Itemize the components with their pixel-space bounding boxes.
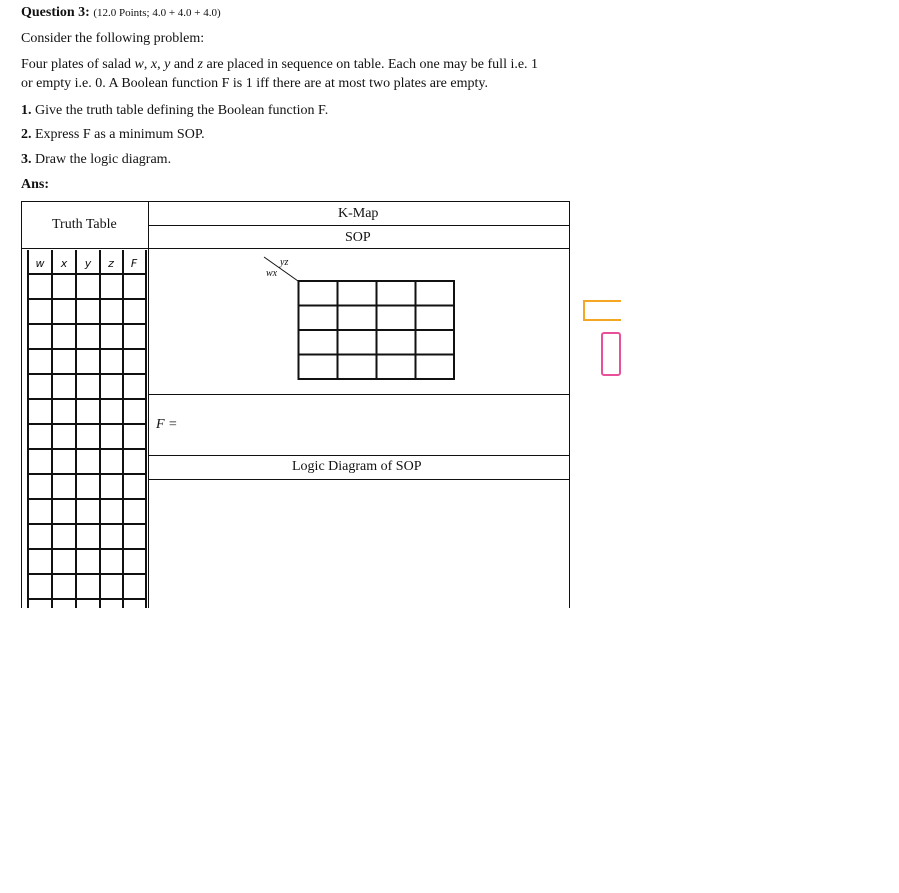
truth-table-label: Truth Table <box>52 217 117 232</box>
task-2: 2. Express F as a minimum SOP. <box>21 127 205 142</box>
task-3: 3. Draw the logic diagram. <box>21 152 172 167</box>
question-title: Question 3: <box>21 5 90 20</box>
intro-text: Consider the following problem: <box>21 31 205 46</box>
truth-header-f: F <box>130 257 138 270</box>
truth-header-w: w <box>35 257 45 270</box>
truth-header-z: z <box>108 257 114 270</box>
pink-box-icon <box>602 333 620 375</box>
truth-header-y: y <box>84 257 92 270</box>
truth-header-x: x <box>60 257 68 270</box>
problem-line-2: or empty i.e. 0. A Boolean function F is 1 iff there are at most two plates are empty. <box>21 76 488 91</box>
question-points: (12.0 Points; 4.0 + 4.0 + 4.0) <box>93 7 221 19</box>
kmap-label: K-Map <box>338 206 379 221</box>
problem-line-1: Four plates of salad w, x, y and z are placed in sequence on table. Each one may be full i.e. 1 <box>21 57 539 72</box>
truth-table-grid <box>28 250 146 608</box>
kmap-grid <box>264 257 454 379</box>
sop-label: SOP <box>345 230 371 245</box>
orange-bracket-icon <box>584 301 621 320</box>
side-widget-icons <box>580 300 624 380</box>
answer-sheet-frame <box>0 0 622 610</box>
document-page <box>0 0 622 610</box>
logic-diagram-label: Logic Diagram of SOP <box>292 459 422 474</box>
kmap-col-var: yz <box>280 257 289 268</box>
task-1: 1. Give the truth table defining the Boolean function F. <box>21 103 329 118</box>
ans-label: Ans: <box>21 177 50 192</box>
f-equals-label: F = <box>156 417 178 432</box>
kmap-row-var: wx <box>266 268 278 279</box>
